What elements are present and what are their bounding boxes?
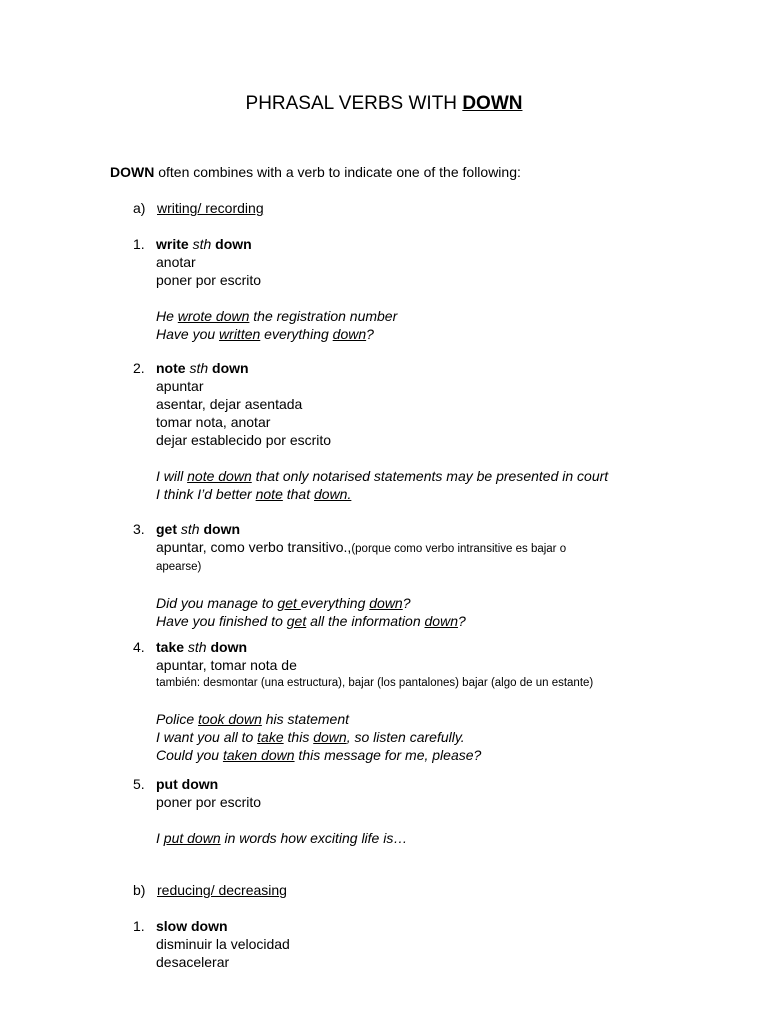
- example-sentence: [156, 485, 753, 503]
- meaning-main: apuntar, como verbo transitivo.,: [156, 539, 352, 555]
- underlined: note: [255, 486, 283, 502]
- verb: take: [156, 639, 185, 655]
- section-a-heading: [133, 199, 264, 217]
- text: in words how exciting life is…: [220, 830, 408, 846]
- text: ?: [366, 326, 374, 342]
- underlined: wrote down: [177, 308, 250, 324]
- text: I: [156, 830, 164, 846]
- item-number: 1.: [133, 918, 145, 934]
- text: Police: [156, 711, 199, 727]
- example-sentence: [156, 710, 753, 728]
- meaning-note: también: desmontar (una estructura), bajar (los pantalones) bajar (algo de un estante): [156, 677, 594, 689]
- section-title: writing/ recording: [157, 200, 264, 216]
- particle: down: [203, 521, 241, 537]
- verb: put down: [156, 776, 219, 792]
- text: ?: [457, 613, 466, 629]
- list-item-write-down: [133, 235, 753, 343]
- meaning: tomar nota, anotar: [156, 414, 271, 430]
- text: all the information: [306, 613, 425, 629]
- verb: slow down: [156, 918, 228, 934]
- item-number: 2.: [133, 360, 145, 376]
- text: Have you: [156, 326, 220, 342]
- item-number: 5.: [133, 776, 145, 792]
- item-number: 4.: [133, 639, 145, 655]
- list-item-put-down: [133, 775, 753, 847]
- example-sentence: [156, 307, 753, 325]
- list-item-note-down: [133, 359, 753, 503]
- section-b-heading: [133, 881, 287, 899]
- item-heading: [156, 359, 753, 377]
- underlined: down: [369, 595, 403, 611]
- page-title: [0, 92, 768, 116]
- text: that only notarised statements may be presented in court: [251, 468, 609, 484]
- sth: sth: [188, 236, 216, 252]
- example-sentence: [156, 728, 753, 746]
- particle: down: [210, 639, 248, 655]
- meaning: poner por escrito: [156, 794, 262, 810]
- sth: sth: [177, 521, 204, 537]
- text: everything: [300, 595, 370, 611]
- text: I want you all to: [156, 729, 258, 745]
- meaning: dejar establecido por escrito: [156, 432, 332, 448]
- example-sentence: [156, 594, 753, 612]
- item-heading: [156, 520, 753, 538]
- underlined: get: [286, 613, 307, 629]
- item-number: 3.: [133, 521, 145, 537]
- item-heading: [156, 917, 753, 935]
- sth: sth: [185, 360, 213, 376]
- item-heading: [156, 638, 753, 656]
- text: this message for me, please?: [294, 747, 482, 763]
- section-label: a): [133, 200, 146, 216]
- section-title: reducing/ decreasing: [157, 882, 287, 898]
- meaning: apuntar: [156, 378, 204, 394]
- example-sentence: [156, 829, 753, 847]
- underlined: took down: [198, 711, 262, 727]
- text: I will: [156, 468, 188, 484]
- meaning-note: (porque como verbo intransitive es bajar o: [351, 543, 567, 555]
- underlined: down: [313, 729, 347, 745]
- particle: down: [215, 236, 252, 252]
- underlined: take: [257, 729, 284, 745]
- list-item-slow-down: [133, 917, 753, 971]
- underlined: taken down: [222, 747, 295, 763]
- sth: sth: [184, 639, 211, 655]
- underlined: down: [332, 326, 367, 342]
- example-sentence: [156, 612, 753, 630]
- text: everything: [260, 326, 333, 342]
- underlined: written: [219, 326, 261, 342]
- text: this: [283, 729, 314, 745]
- text: Could you: [156, 747, 223, 763]
- list-item-get-down: [133, 520, 753, 630]
- text: , so listen carefully.: [346, 729, 465, 745]
- underlined: put down: [163, 830, 221, 846]
- item-heading: [156, 235, 753, 253]
- meaning: apuntar, tomar nota de: [156, 657, 297, 673]
- list-item-take-down: [133, 638, 753, 764]
- item-heading: [156, 775, 753, 793]
- intro-text: often combines with a verb to indicate one of the following:: [154, 164, 521, 180]
- meaning-note-continued: apearse): [156, 561, 202, 573]
- meaning: anotar: [156, 254, 196, 270]
- example-sentence: [156, 467, 753, 485]
- underlined: get: [277, 595, 301, 611]
- meaning: poner por escrito: [156, 272, 262, 288]
- text: his statement: [261, 711, 350, 727]
- particle: down: [212, 360, 249, 376]
- intro-paragraph: [110, 163, 521, 181]
- example-sentence: [156, 746, 753, 764]
- text: I think I’d better: [156, 486, 256, 502]
- title-prefix: PHRASAL VERBS WITH: [245, 93, 463, 114]
- intro-bold: DOWN: [110, 164, 155, 180]
- title-emphasis: DOWN: [462, 93, 523, 114]
- text: that: [282, 486, 314, 502]
- text: Have you finished to: [156, 613, 287, 629]
- text: ?: [402, 595, 411, 611]
- underlined: down: [424, 613, 458, 629]
- text: the registration number: [249, 308, 398, 324]
- example-sentence: [156, 325, 753, 343]
- text: He: [156, 308, 178, 324]
- text: Did you manage to: [156, 595, 278, 611]
- verb: write: [156, 236, 189, 252]
- verb: note: [156, 360, 186, 376]
- underlined: note down: [187, 468, 252, 484]
- underlined: down.: [314, 486, 352, 502]
- meaning: [156, 538, 753, 558]
- section-label: b): [133, 882, 146, 898]
- verb: get: [156, 521, 177, 537]
- meaning: desacelerar: [156, 954, 230, 970]
- item-number: 1.: [133, 236, 145, 252]
- meaning: disminuir la velocidad: [156, 936, 290, 952]
- meaning: asentar, dejar asentada: [156, 396, 303, 412]
